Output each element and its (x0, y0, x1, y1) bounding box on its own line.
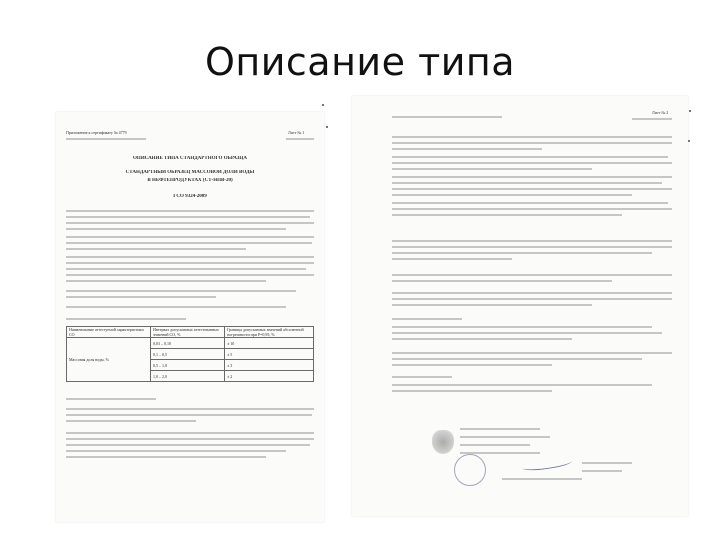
document-page-1 (56, 112, 324, 522)
table-cell-error: ± 2 (225, 371, 314, 382)
table-header-2: Интервал допускаемых аттестованных значений СО, % (150, 327, 224, 338)
document-page-2 (352, 96, 688, 516)
table-cell-range: 0,03 – 0,10 (150, 338, 224, 349)
slide-title: Описание типа (204, 40, 516, 84)
table-cell-error: ± 10 (225, 338, 314, 349)
table-cell-range: 1,0 – 2,0 (150, 371, 224, 382)
table-cell-range: 0,1 – 0,5 (150, 349, 224, 360)
table-cell-error: ± 5 (225, 349, 314, 360)
table-header-3: Границы допускаемых значений абсолютной погрешности при P=0,95, % (225, 327, 314, 338)
signature (522, 457, 573, 473)
doc-heading-3: В НЕФТЕПРОДУКТАХ (СТ-НПВ-20) (147, 178, 233, 183)
stamp-icon (454, 454, 486, 486)
table-header-1: Наименование аттестуемой характеристики СО (67, 327, 151, 338)
table-cell-range: 0,5 – 1,0 (150, 360, 224, 371)
table-row-label: Массовая доля воды, % (67, 338, 151, 382)
doc-header-left: Приложение к сертификату № 4779 (66, 130, 127, 135)
doc-heading-2: СТАНДАРТНЫЙ ОБРАЗЕЦ МАССОВОЙ ДОЛИ ВОДЫ (125, 170, 255, 175)
doc-gso-number: ГСО 9324-2009 (173, 194, 207, 199)
characteristics-table (66, 326, 314, 382)
table-cell-error: ± 3 (225, 360, 314, 371)
doc-header-right: Лист № 1 (288, 130, 305, 135)
doc-heading-1: ОПИСАНИЕ ТИПА СТАНДАРТНОГО ОБРАЗЦА (133, 156, 247, 161)
doc-header-right: Лист № 2 (652, 110, 669, 115)
emblem-icon (432, 430, 454, 454)
table-row (67, 338, 314, 349)
